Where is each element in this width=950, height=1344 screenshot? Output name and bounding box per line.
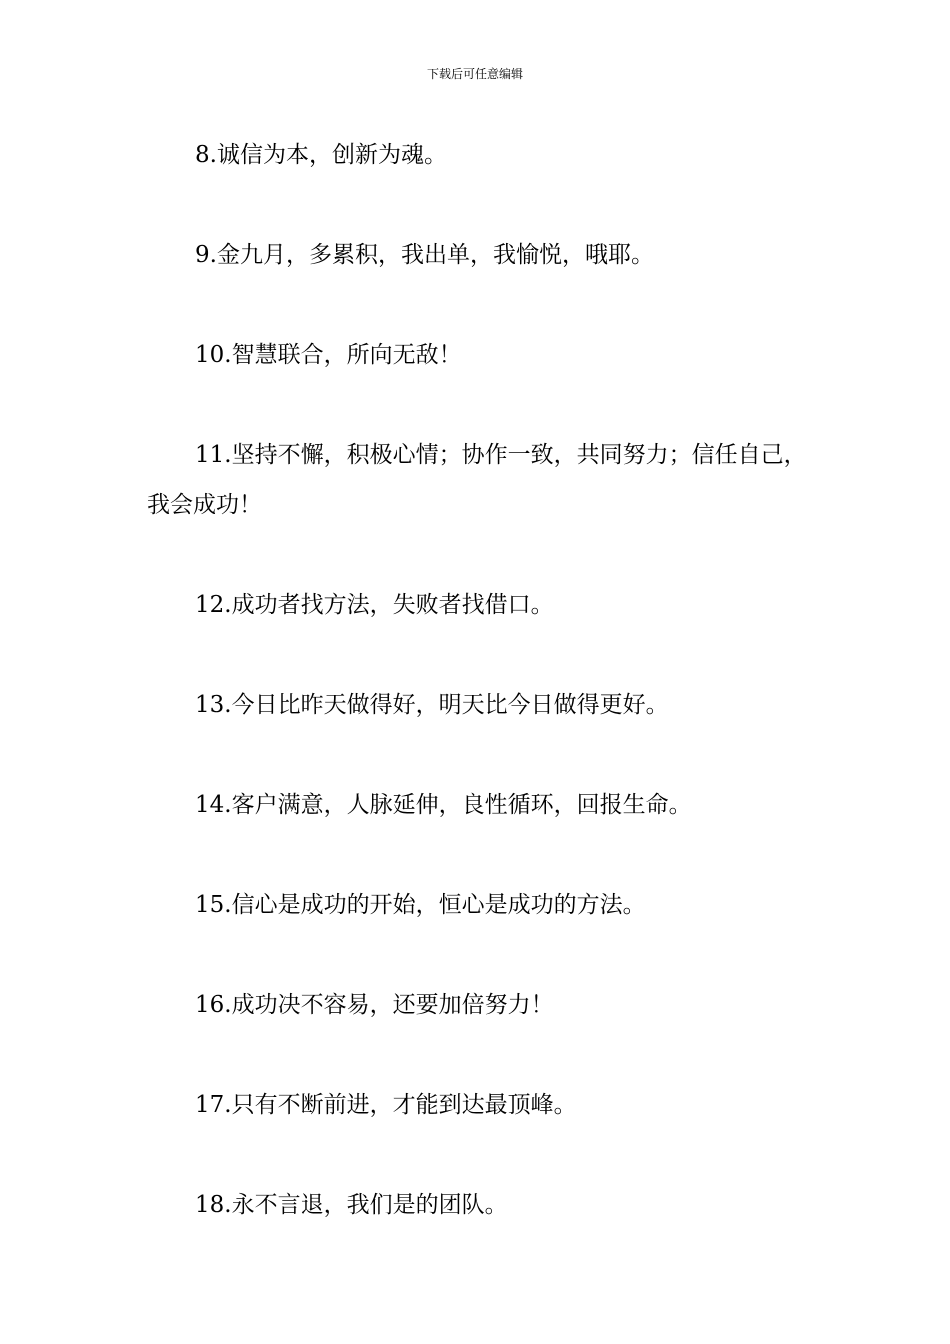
paragraph-11: 11.坚持不懈，积极心情；协作一致，共同努力；信任自己，我会成功！ [147, 442, 807, 518]
paragraph-16: 16.成功决不容易，还要加倍努力！ [195, 992, 554, 1018]
paragraph-12: 12.成功者找方法，失败者找借口。 [195, 592, 554, 618]
paragraph-10: 10.智慧联合，所向无敌！ [195, 342, 462, 368]
paragraph-15: 15.信心是成功的开始，恒心是成功的方法。 [195, 892, 646, 918]
paragraph-9: 9.金九月，多累积，我出单，我愉悦，哦耶。 [195, 242, 654, 268]
paragraph-14: 14.客户满意，人脉延伸，良性循环，回报生命。 [195, 792, 692, 818]
paragraph-13: 13.今日比昨天做得好，明天比今日做得更好。 [195, 692, 669, 718]
paragraph-18: 18.永不言退，我们是的团队。 [195, 1192, 508, 1218]
document-body [147, 130, 817, 1280]
paragraph-17: 17.只有不断前进，才能到达最顶峰。 [195, 1092, 577, 1118]
paragraph-8: 8.诚信为本，创新为魂。 [195, 142, 447, 168]
page-header: 下载后可任意编辑 [426, 67, 523, 81]
